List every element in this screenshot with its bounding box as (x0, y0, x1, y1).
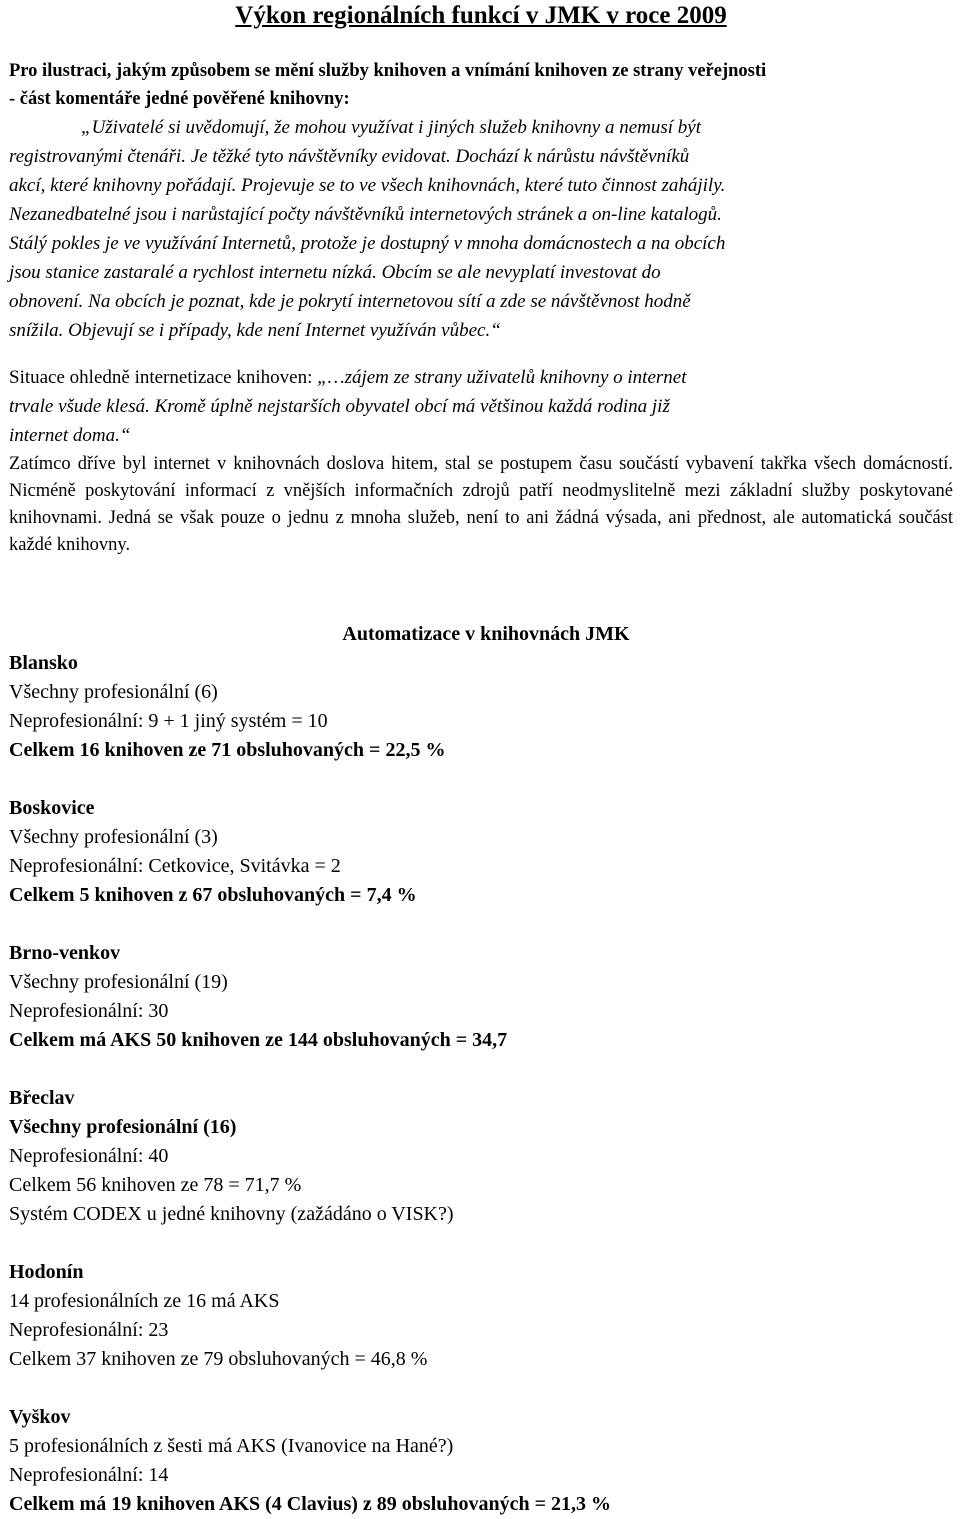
district-block (9, 1258, 953, 1374)
spacer (9, 1229, 953, 1258)
spacer (9, 1055, 953, 1084)
district-name: Břeclav (9, 1087, 75, 1109)
intro-heading-line: Pro ilustraci, jakým způsobem se mění služby knihoven a vnímání knihoven ze strany veřejnosti (9, 61, 767, 81)
page-title: Výkon regionálních funkcí v JMK v roce 2009 (235, 2, 727, 29)
district-stat-line: 14 profesionálních ze 16 má AKS (9, 1290, 280, 1312)
quote-line: snížila. Objevují se i případy, kde není Internet využíván vůbec.“ (9, 320, 501, 341)
quote-line: Stálý pokles je ve využívání Internetů, protože je dostupný v mnoha domácnostech a na obcích (9, 233, 726, 254)
district-stat-line: Všechny profesionální (19) (9, 971, 228, 993)
district-stat-line: Celkem 5 knihoven z 67 obsluhovaných = 7,4 % (9, 884, 417, 906)
district-stat-line: Neprofesionální: 40 (9, 1145, 169, 1167)
quote-line: obnovení. Na obcích je poznat, kde je pokrytí internetovou sítí a zde se návštěvnost hodně (9, 291, 691, 312)
intro-section (9, 57, 953, 345)
district-block (9, 794, 953, 910)
spacer (9, 1374, 953, 1403)
internet-quote-line: trvale všude klesá. Kromě úplně nejstarších obyvatel obcí má většinou každá rodina již (9, 396, 670, 417)
district-block (9, 1084, 953, 1229)
district-block (9, 939, 953, 1055)
district-name: Boskovice (9, 797, 95, 819)
district-stat-line: Všechny profesionální (16) (9, 1116, 237, 1138)
library-comment-quote (9, 113, 953, 345)
internet-paragraph: Zatímco dříve byl internet v knihovnách doslova hitem, stal se postupem času součástí vybavení takřka všech domácností. Nicméně poskytování informací z vnějších informačních zdrojů patří neodmyslitelně mezi základní služby poskytované knihovnami. Jedná se však pouze o jednu z mnoha služeb, není to ani žádná výsada, ani přednost, ale automatická součást každé knihovny. (9, 454, 953, 555)
district-name: Brno-venkov (9, 942, 121, 964)
district-name: Hodonín (9, 1261, 84, 1283)
district-block (9, 1403, 953, 1519)
district-name: Vyškov (9, 1406, 71, 1428)
district-name: Blansko (9, 652, 78, 674)
intro-heading (9, 57, 953, 113)
district-stat-line: Neprofesionální: 14 (9, 1464, 169, 1486)
internet-quote-line: „…zájem ze strany uživatelů knihovny o internet (317, 367, 687, 388)
internet-lead: Situace ohledně internetizace knihoven: (9, 367, 318, 388)
automation-heading: Automatizace v knihovnách JMK (342, 623, 630, 645)
spacer (9, 910, 953, 939)
district-block (9, 649, 953, 765)
spacer (9, 765, 953, 794)
district-list (9, 649, 953, 1519)
district-stat-line: Neprofesionální: 30 (9, 1000, 169, 1022)
district-stat-line: Všechny profesionální (6) (9, 681, 218, 703)
district-stat-line: Celkem 16 knihoven ze 71 obsluhovaných = 22,5 % (9, 739, 446, 761)
district-stat-line: Celkem 56 knihoven ze 78 = 71,7 % (9, 1174, 302, 1196)
internet-quote-line: internet doma.“ (9, 425, 131, 446)
quote-line: „Uživatelé si uvědomují, že mohou využívat i jiných služeb knihovny a nemusí být (81, 117, 702, 138)
internet-first-line (9, 363, 953, 392)
district-stat-line: 5 profesionálních z šesti má AKS (Ivanovice na Hané?) (9, 1435, 454, 1457)
district-stat-line: Systém CODEX u jedné knihovny (zažádáno o VISK?) (9, 1203, 454, 1225)
intro-heading-line: - část komentáře jedné pověřené knihovny: (9, 89, 350, 109)
district-stat-line: Celkem má AKS 50 knihoven ze 144 obsluhovaných = 34,7 (9, 1029, 508, 1051)
district-stat-line: Neprofesionální: Cetkovice, Svitávka = 2 (9, 855, 341, 877)
quote-line: registrovanými čtenáři. Je těžké tyto návštěvníky evidovat. Dochází k nárůstu návštěvníků (9, 146, 690, 167)
district-stat-line: Neprofesionální: 23 (9, 1319, 169, 1341)
quote-line: jsou stanice zastaralé a rychlost internetu nízká. Obcím se ale nevyplatí investovat do (9, 262, 661, 283)
district-stat-line: Všechny profesionální (3) (9, 826, 218, 848)
quote-line: Nezanedbatelné jsou i narůstající počty návštěvníků internetových stránek a on-line katalogů. (9, 204, 722, 225)
district-stat-line: Celkem má 19 knihoven AKS (4 Clavius) z 89 obsluhovaných = 21,3 % (9, 1493, 612, 1515)
internet-section (9, 363, 953, 450)
document-page (9, 0, 953, 1519)
district-stat-line: Neprofesionální: 9 + 1 jiný systém = 10 (9, 710, 328, 732)
quote-line: akcí, které knihovny pořádají. Projevuje se to ve všech knihovnách, které tuto činnost zahájily. (9, 175, 726, 196)
district-stat-line: Celkem 37 knihoven ze 79 obsluhovaných = 46,8 % (9, 1348, 428, 1370)
